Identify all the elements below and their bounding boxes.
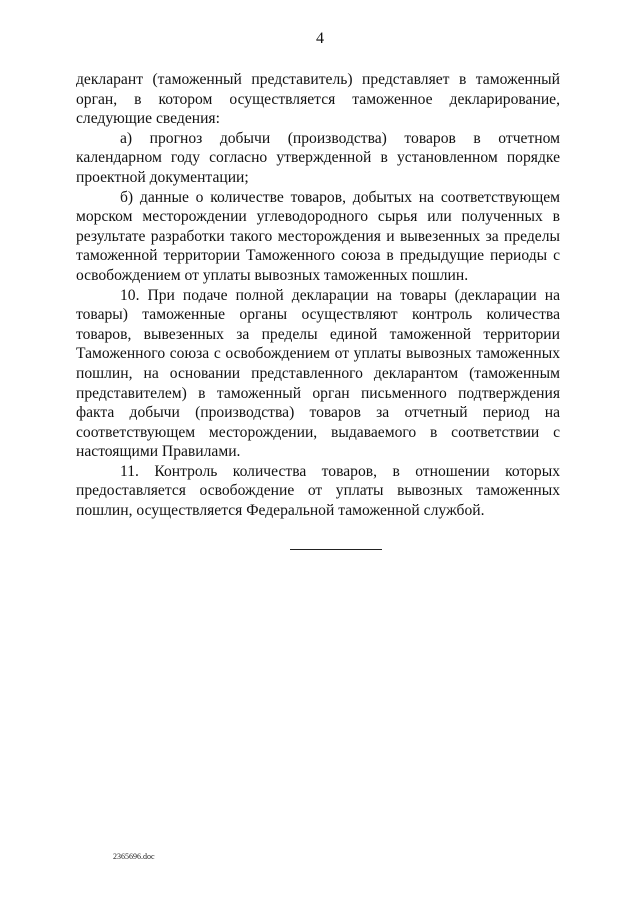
end-of-text-divider bbox=[290, 549, 382, 550]
paragraph-11: 11. Контроль количества товаров, в отношении которых предоставляется освобождение от уплаты вывозных таможенных пошлин, осуществляется Федеральной таможенной службой. bbox=[76, 462, 560, 520]
document-file-id: 2365696.doc bbox=[113, 852, 155, 861]
paragraph-item-b: б) данные о количестве товаров, добытых на соответствующем морском месторождении углеводородного сырья или полученных в результате разработки такого месторождения и вывезенных за пределы таможенной территории Таможенного союза в предыдущие периоды с освобождением от уплаты вывозных таможенных пошлин. bbox=[76, 188, 560, 284]
paragraph-intro: декларант (таможенный представитель) представляет в таможенный орган, в котором осуществляется таможенное декларирование, следующие сведения: bbox=[76, 71, 560, 128]
page-number: 4 bbox=[316, 30, 324, 47]
document-body bbox=[76, 70, 560, 521]
paragraph-item-a: а) прогноз добычи (производства) товаров в отчетном календарном году согласно утвержденной в установленном порядке проектной документации; bbox=[76, 129, 560, 186]
paragraph-10: 10. При подаче полной декларации на товары (декларации на товары) таможенные органы осуществляют контроль количества товаров, вывезенных за пределы единой таможенной территории Таможенного союза с освобождением от уплаты вывозных таможенных пошлин, на основании представленного декларантом (таможенным представителем) в таможенный орган письменного подтверждения факта добычи (производства) товаров за отчетный период на соответствующем месторождении, выдаваемого в соответствии с настоящими Правилами. bbox=[76, 286, 560, 461]
